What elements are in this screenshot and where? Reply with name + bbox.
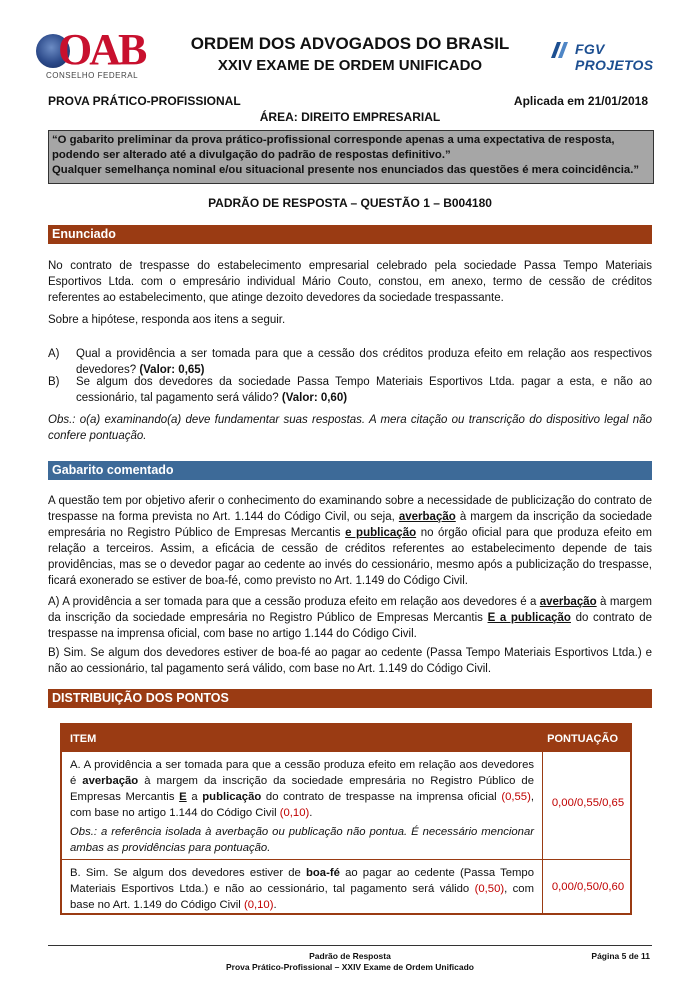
response-title: PADRÃO DE RESPOSTA – QUESTÃO 1 – B004180 <box>208 196 492 210</box>
disclaimer-line-2: Qualquer semelhança nominal e/ou situacional presente nos enunciados das questões é mera coincidência.” <box>52 164 639 176</box>
table-header <box>62 725 630 752</box>
disclaimer-notice <box>48 130 654 184</box>
exam-type: PROVA PRÁTICO-PROFISSIONAL <box>48 94 241 108</box>
page-title: ORDEM DOS ADVOGADOS DO BRASIL <box>190 34 510 53</box>
oab-logo-text: OAB <box>58 25 145 74</box>
row-a-obs: Obs.: a referência isolada à averbação ou publicação não pontua. É necessário mencionar ambas as providências para pontuação. <box>70 826 534 854</box>
section-heading-enunciado: Enunciado <box>48 225 652 244</box>
item-a-value: (Valor: 0,65) <box>139 364 205 376</box>
oab-logo-subtitle: CONSELHO FEDERAL <box>46 71 139 80</box>
exam-area: ÁREA: DIREITO EMPRESARIAL <box>259 110 441 124</box>
page-number: Página 5 de 11 <box>591 951 650 961</box>
applied-date: Aplicada em 21/01/2018 <box>513 94 648 108</box>
enunciado-instruction: Sobre a hipótese, responda aos itens a seguir. <box>48 314 286 326</box>
gabarito-paragraph-3: B) Sim. Se algum dos devedores estiver de boa-fé ao pagar ao cedente (Passa Tempo Materiais Esportivos Ltda.) e não ao cessionário, tal pagamento será válido, com base no Art. 1.149 do Código Civil. <box>48 647 652 675</box>
column-header-pontuacao: PONTUAÇÃO <box>547 733 618 745</box>
footer-line-2: Prova Prático-Profissional – XXIV Exame de Ordem Unificado <box>226 962 474 972</box>
scoring-table <box>60 723 632 915</box>
item-a-text: Qual a providência a ser tomada para que a cessão dos créditos produza efeito em relação aos respectivos devedores? <box>76 348 652 376</box>
item-a-label: A) <box>48 348 60 360</box>
fgv-logo <box>551 40 681 73</box>
footer-line-1: Padrão de Resposta <box>309 951 391 961</box>
item-b-label: B) <box>48 376 60 388</box>
page-subtitle: XXIV EXAME DE ORDEM UNIFICADO <box>217 57 483 74</box>
enunciado-paragraph: No contrato de trespasse do estabelecimento empresarial celebrado pela sociedade Passa Tempo Materiais Esportivos Ltda. com o empresário individual Mário Couto, constou, em anexo, termo de cessão de créditos referentes ao estabelecimento, que atinge dezoito devedores da sociedade trespassante. <box>48 260 652 304</box>
footer-divider <box>48 945 652 946</box>
section-heading-gabarito: Gabarito comentado <box>48 461 652 480</box>
enunciado-obs: Obs.: o(a) examinando(a) deve fundamentar suas respostas. A mera citação ou transcrição do dispositivo legal não confere pontuação. <box>48 414 652 442</box>
item-b-text: Se algum dos devedores da sociedade Passa Tempo Materiais Esportivos Ltda. pagar a esta, e não ao cessionário, tal pagamento será válido? <box>76 376 652 404</box>
gabarito-paragraph-1: A questão tem por objetivo aferir o conhecimento do examinando sobre a necessidade de publicização do contrato de trespasse na forma prevista no Art. 1.144 do Código Civil, ou seja, averbação à margem da inscrição da sociedade empresária no Registro Público de Empresas Mercantis e publicação no órgão oficial para que produza efeito em relação a terceiros. Assim, a eficácia de cessão de créditos referentes ao estabelecimento depende de tais providências, mas se o devedor pagar ao cedente ao invés do cessionário, mesmo após a publicização do trespasse, ficará exonerado se estiver de boa-fé, como previsto no Art. 1.149 do Código Civil. <box>48 495 653 587</box>
disclaimer-line-1: “O gabarito preliminar da prova prático-profissional corresponde apenas a uma expectativa de resposta, podendo ser alterado até a divulgação do padrão de respostas definitivo.” <box>52 134 615 161</box>
gabarito-paragraph-2: A) A providência a ser tomada para que a cessão produza efeito em relação aos devedores é a averbação à margem da inscrição da sociedade empresária no Registro Público de Empresas Mercantis E a publicação do contrato de trespasse na imprensa oficial, com base no artigo 1.144 do Código Civil. <box>48 596 652 640</box>
item-b-value: (Valor: 0,60) <box>281 392 348 404</box>
table-row <box>62 860 630 913</box>
row-b-score: 0,00/0,50/0,60 <box>551 881 625 893</box>
fgv-mark-icon <box>551 42 569 58</box>
oab-logo <box>36 26 148 82</box>
table-row <box>62 752 630 860</box>
section-heading-distribuicao: DISTRIBUIÇÃO DOS PONTOS <box>48 689 652 708</box>
row-b-text: B. Sim. Se algum dos devedores estiver de boa-fé ao pagar ao cedente (Passa Tempo Materiais Esportivos Ltda.) e não ao cessionário, tal pagamento será válido (0,50), com base no Art. 1.149 do Código Civil (0,10). <box>70 867 534 911</box>
row-a-text: A. A providência a ser tomada para que a cessão produza efeito em relação aos devedores é averbação à margem da inscrição da sociedade empresária no Registro Público de Empresas Mercantis E a publicação do contrato de trespasse na imprensa oficial (0,55), com base no artigo 1.144 do Código Civil (0,10). <box>70 759 534 819</box>
fgv-logo-text: FGV PROJETOS <box>575 41 654 73</box>
row-a-score: 0,00/0,55/0,65 <box>551 797 625 809</box>
column-header-item: ITEM <box>70 733 97 745</box>
